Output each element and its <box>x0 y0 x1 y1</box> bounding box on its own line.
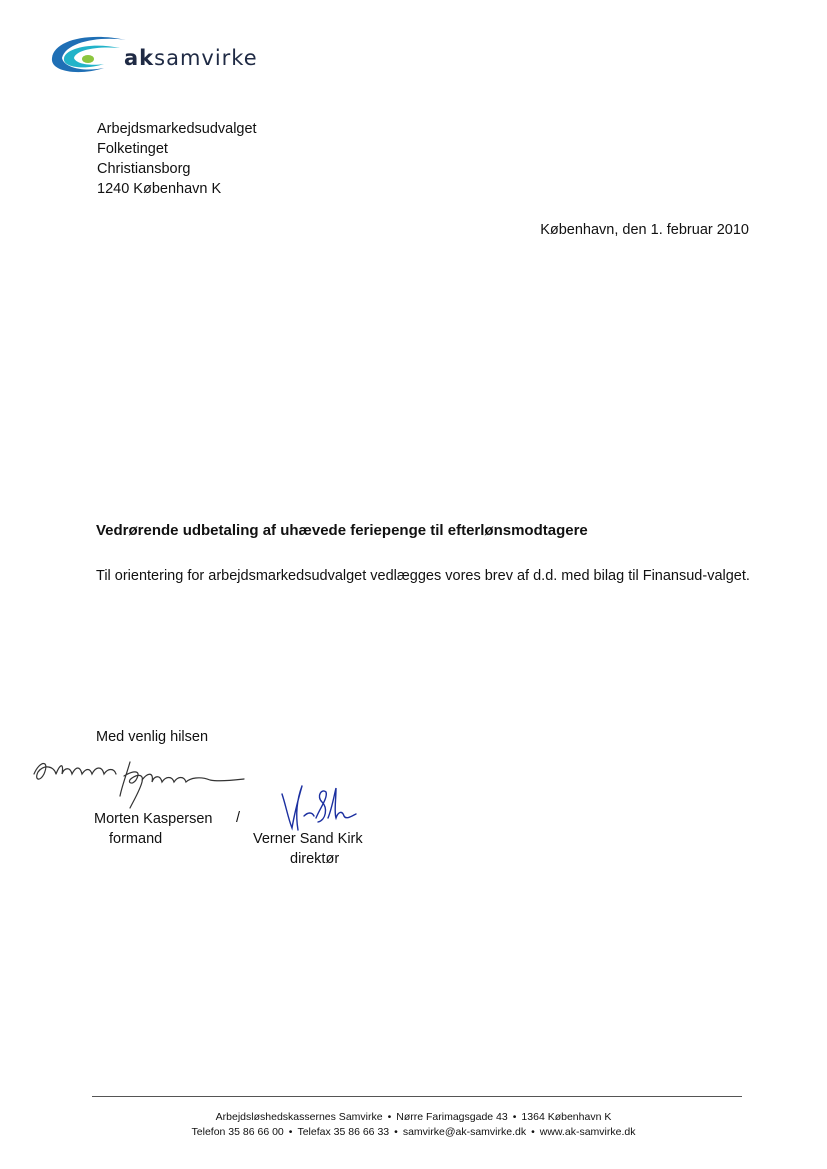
signature-morten-kaspersen <box>30 752 250 812</box>
address-line: 1240 København K <box>97 181 222 197</box>
logo <box>44 30 274 78</box>
signature-verner-sand-kirk <box>268 778 360 834</box>
dateline: København, den 1. februar 2010 <box>540 222 749 238</box>
footer-org-name: Arbejdsløshedskassernes Samvirke <box>215 1111 383 1123</box>
bullet-separator: • <box>387 1111 392 1123</box>
footer-email-link[interactable]: samvirke@ak-samvirke.dk <box>402 1126 527 1138</box>
footer-city: 1364 København K <box>521 1111 612 1123</box>
footer-website-link[interactable]: www.ak-samvirke.dk <box>539 1126 636 1138</box>
logo-prefix: ak <box>124 46 155 70</box>
signatory-role: formand <box>109 831 163 847</box>
footer-phone: Telefon 35 86 66 00 <box>191 1126 284 1138</box>
body-paragraph: Til orientering for arbejdsmarkedsudvalget vedlægges vores brev af d.d. med bilag til Finansud-valget. <box>96 568 750 584</box>
address-line: Christiansborg <box>97 161 191 177</box>
bullet-separator: • <box>288 1126 293 1138</box>
subject-heading: Vedrørende udbetaling af uhævede feriepenge til efterlønsmodtagere <box>96 522 588 539</box>
footer-divider <box>92 1096 742 1097</box>
footer-street: Nørre Farimagsgade 43 <box>396 1111 508 1123</box>
logo-swoosh-icon <box>44 30 134 78</box>
signatory-name: Verner Sand Kirk <box>253 831 363 847</box>
bullet-separator: • <box>531 1126 535 1138</box>
logo-suffix: samvirke <box>154 46 258 70</box>
logo-wordmark <box>124 48 258 69</box>
address-line: Folketinget <box>97 141 168 157</box>
footer-line-2 <box>0 1126 827 1138</box>
footer-line-1 <box>0 1111 827 1123</box>
recipient-address <box>97 119 257 199</box>
address-line: Arbejdsmarkedsudvalget <box>97 121 257 137</box>
bullet-separator: • <box>394 1126 398 1138</box>
footer-fax: Telefax 35 86 66 33 <box>297 1126 390 1138</box>
signatory-role: direktør <box>290 851 340 867</box>
closing-greeting: Med venlig hilsen <box>96 729 209 745</box>
bullet-separator: • <box>512 1111 517 1123</box>
signatory-separator: / <box>236 810 241 826</box>
signatory-name: Morten Kaspersen <box>94 811 213 827</box>
